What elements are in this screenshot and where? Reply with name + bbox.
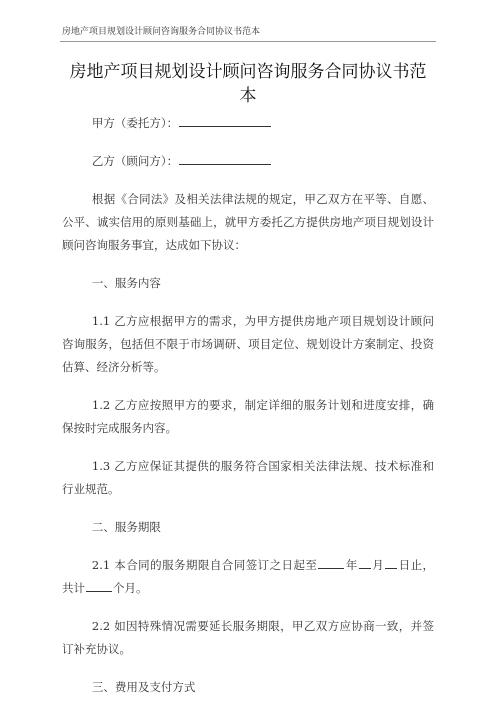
document-body: [62, 112, 434, 714]
year-label: 年: [345, 558, 358, 572]
months-label: 个月。: [113, 581, 148, 595]
section-3-heading: 三、费用及支付方式: [91, 680, 196, 694]
clause-1-1: 1.1 乙方应根据甲方的需求，为甲方提供房地产项目规划设计顾问咨询服务，包括但不限于市场调研、项目定位、规划设计方案制定、投资估算、经济分析等。: [62, 314, 434, 374]
header-divider: [60, 41, 436, 42]
intro-paragraph: 根据《合同法》及相关法律法规的规定，甲乙双方在平等、自愿、公平、诚实信用的原则基础上，就甲方委托乙方提供房地产项目规划设计顾问咨询服务事宜，达成如下协议：: [62, 192, 434, 252]
party-b-line: [62, 150, 434, 173]
months-count-blank: [86, 579, 112, 592]
clause-2-1: [62, 554, 434, 600]
party-b-blank: [179, 152, 271, 165]
month-label: 月: [371, 558, 385, 572]
clause-2-2: 2.2 如因特殊情况需要延长服务期限，甲乙双方应协商一致，并签订补充协议。: [62, 619, 434, 656]
document-title: 房地产项目规划设计顾问咨询服务合同协议书范本: [69, 62, 427, 106]
party-a-line: [62, 112, 434, 135]
clause-1-3: 1.3 乙方应保证其提供的服务符合国家相关法律法规、技术标准和行业规范。: [62, 459, 434, 496]
year-blank: [318, 556, 344, 569]
party-a-blank: [179, 114, 271, 127]
section-1-heading: 一、服务内容: [91, 276, 161, 290]
clause-1-2: 1.2 乙方应按照甲方的要求，制定详细的服务计划和进度安排，确保按时完成服务内容。: [62, 398, 434, 435]
party-a-label: 甲方（委托方）：: [91, 116, 179, 130]
month-blank: [359, 556, 371, 569]
page-header: 房地产项目规划设计顾问咨询服务合同协议书范本: [62, 27, 261, 37]
clause-2-1-text: 2.1 本合同的服务期限自合同签订之日起至: [91, 558, 318, 572]
day-label: 日止，共计: [62, 558, 435, 595]
day-blank: [385, 556, 397, 569]
section-2-heading: 二、服务期限: [91, 520, 161, 534]
party-b-label: 乙方（顾问方）：: [91, 154, 179, 168]
